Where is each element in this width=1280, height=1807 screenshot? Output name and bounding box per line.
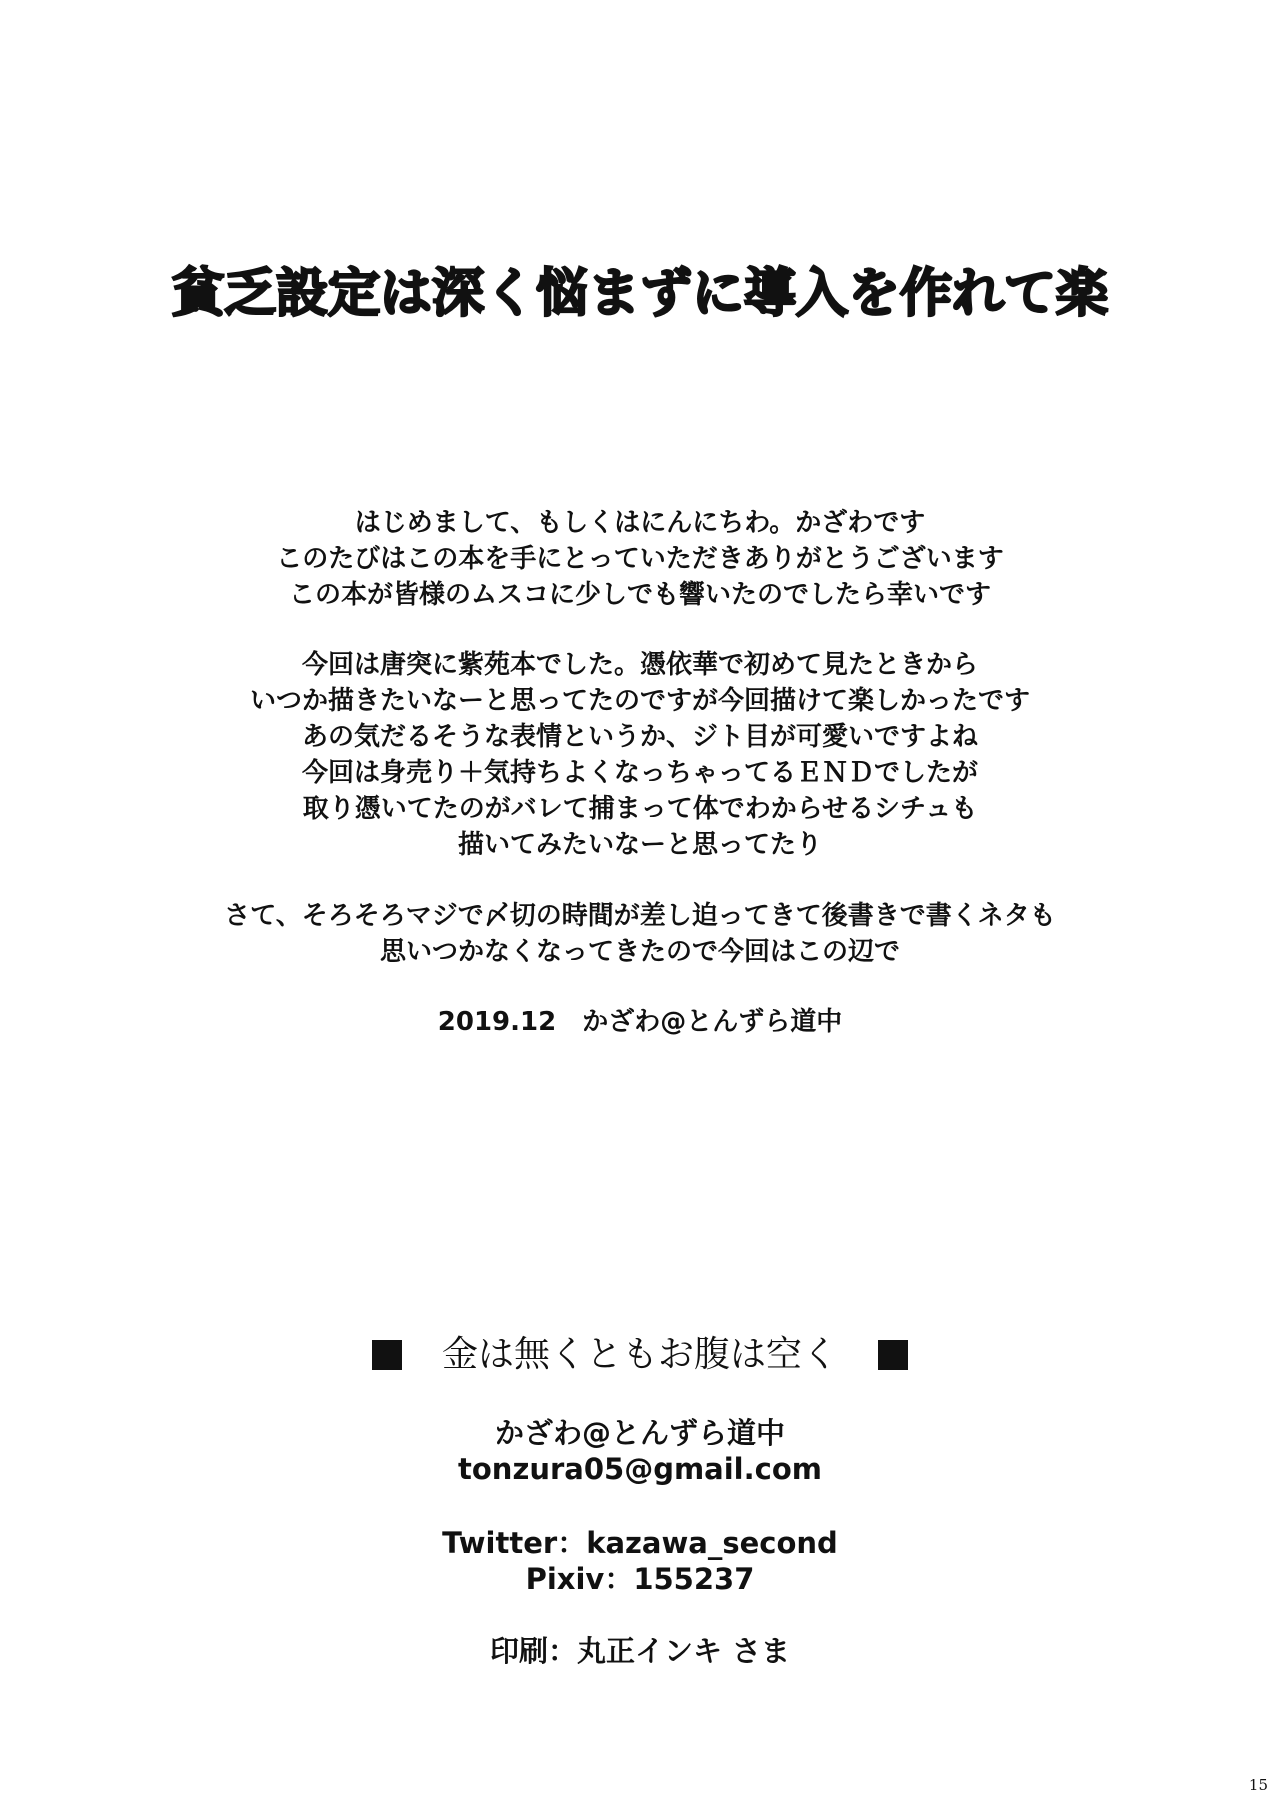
text-line: さて、そろそろマジで〆切の時間が差し迫ってきて後書きで書くネタも <box>224 901 1056 931</box>
printer-credit: 印刷：丸正インキ さま <box>489 1634 791 1668</box>
afterword-paragraph-2 <box>0 647 1280 863</box>
text-line: 取り憑いてたのがバレて捕まって体でわからせるシチュも <box>302 794 978 824</box>
square-bullet-icon <box>372 1340 402 1370</box>
square-bullet-icon <box>878 1340 908 1370</box>
colophon-title <box>0 1332 1280 1378</box>
afterword-paragraph-1 <box>0 505 1280 613</box>
text-line: 思いつかなくなってきたので今回はこの辺で <box>379 937 900 967</box>
text-line: 今回は唐突に紫苑本でした。憑依華で初めて見たときから <box>301 650 978 680</box>
page-number: 15 <box>1248 1776 1268 1794</box>
text-line: あの気だるそうな表情というか、ジト目が可愛いですよね <box>301 722 978 752</box>
colophon-social <box>0 1525 1280 1597</box>
colophon-contact <box>0 1415 1280 1487</box>
signature-line: 2019.12 かざわ@とんずら道中 <box>437 1007 843 1037</box>
text-line: 描いてみたいなーと思ってたり <box>457 830 822 860</box>
page-title: 貧乏設定は深く悩まずに導入を作れて楽 <box>171 264 1108 324</box>
author-email: tonzura05@gmail.com <box>458 1452 822 1486</box>
pixiv-id: Pixiv：155237 <box>525 1562 755 1596</box>
twitter-handle: Twitter：kazawa_second <box>442 1526 838 1560</box>
afterword-paragraph-3 <box>0 898 1280 970</box>
text-line: はじめまして、もしくはにんにちわ。かざわです <box>354 508 926 538</box>
text-line: いつか描きたいなーと思ってたのですが今回描けて楽しかったです <box>249 686 1030 716</box>
author-name: かざわ@とんずら道中 <box>494 1416 785 1450</box>
text-line: このたびはこの本を手にとっていただきありがとうございます <box>276 544 1004 574</box>
afterword-signature <box>0 1004 1280 1040</box>
text-line: この本が皆様のムスコに少しでも響いたのでしたら幸いです <box>288 580 991 610</box>
colophon-printer <box>0 1633 1280 1669</box>
text-line: 今回は身売り＋気持ちよくなっちゃってるＥＮＤでしたが <box>301 758 978 788</box>
book-title: 金は無くともお腹は空く <box>441 1334 838 1375</box>
